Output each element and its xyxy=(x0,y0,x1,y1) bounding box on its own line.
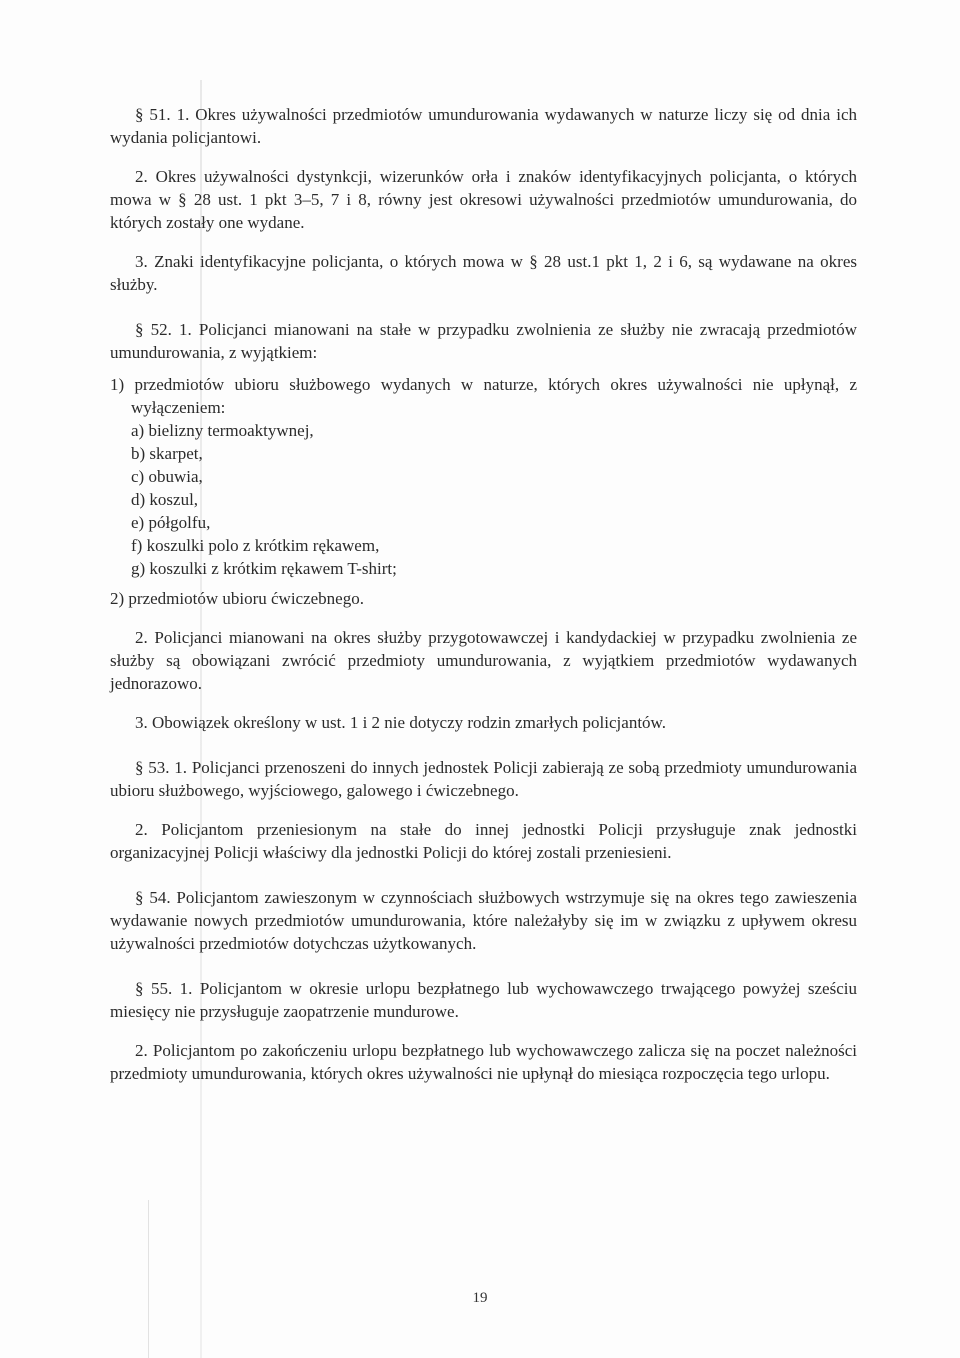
page-number: 19 xyxy=(472,1290,488,1306)
sub-item-f: f) koszulki polo z krótkim rękawem, xyxy=(131,536,380,555)
sub-item-c: c) obuwia, xyxy=(131,467,203,486)
sub-item-e: e) półgolfu, xyxy=(131,513,211,532)
list-item-1: 1) przedmiotów ubioru służbowego wydanych w naturze, których okres używalności nie upłynął, z wyłączeniem: xyxy=(110,375,857,417)
scan-artifact-line xyxy=(148,1200,149,1358)
paragraph-s54-1: § 54. Policjantom zawieszonym w czynnościach służbowych wstrzymuje się na okres tego zawieszenia wydawanie nowych przedmiotów umundurowania, które należałyby się im w związku z upływem okresu używalności przedmiotów dotychczas użytkowanych. xyxy=(110,888,857,953)
sub-item-b: b) skarpet, xyxy=(131,444,203,463)
paragraph-s51-2: 2. Okres używalności dystynkcji, wizerunków orła i znaków identyfikacyjnych policjanta, o których mowa w § 28 ust. 1 pkt 3–5, 7 i 8, równy jest okresowi używalności przedmiotów umundurowania, do których zostały one wydane. xyxy=(110,167,857,232)
paragraph-s51-3: 3. Znaki identyfikacyjne policjanta, o których mowa w § 28 ust.1 pkt 1, 2 i 6, są wydawane na okres służby. xyxy=(110,252,857,294)
sub-item-a: a) bielizny termoaktywnej, xyxy=(131,421,314,440)
paragraph-s55-2: 2. Policjantom po zakończeniu urlopu bezpłatnego lub wychowawczego zalicza się na poczet należności przedmioty umundurowania, których okres używalności nie upłynął do miesiąca rozpoczęcia tego urlopu. xyxy=(110,1041,857,1083)
document-body xyxy=(110,103,857,1085)
paragraph-s52-2: 2. Policjanci mianowani na okres służby przygotowawczej i kandydackiej w przypadku zwolnienia ze służby są obowiązani zwrócić przedmioty umundurowania, z wyjątkiem przedmiotów wydawanych jednorazowo. xyxy=(110,628,857,693)
sub-item-g: g) koszulki z krótkim rękawem T-shirt; xyxy=(131,559,397,578)
paragraph-s53-2: 2. Policjantom przeniesionym na stałe do innej jednostki Policji przysługuje znak jednostki organizacyjnej Policji właściwy dla jednostki Policji do której zostali przeniesieni. xyxy=(110,820,857,862)
paragraph-s51-1: § 51. 1. Okres używalności przedmiotów umundurowania wydawanych w naturze liczy się od dnia ich wydania policjantowi. xyxy=(110,105,857,147)
sub-item-d: d) koszul, xyxy=(131,490,199,509)
paragraph-s55-1: § 55. 1. Policjantom w okresie urlopu bezpłatnego lub wychowawczego trwającego powyżej sześciu miesięcy nie przysługuje zaopatrzenie mundurowe. xyxy=(110,979,857,1021)
paragraph-s52-3: 3. Obowiązek określony w ust. 1 i 2 nie dotyczy rodzin zmarłych policjantów. xyxy=(135,713,666,732)
paragraph-s53-1: § 53. 1. Policjanci przenoszeni do innych jednostek Policji zabierają ze sobą przedmioty umundurowania ubioru służbowego, wyjściowego, galowego i ćwiczebnego. xyxy=(110,758,857,800)
paragraph-s52-1: § 52. 1. Policjanci mianowani na stałe w przypadku zwolnienia ze służby nie zwracają przedmiotów umundurowania, z wyjątkiem: xyxy=(110,320,857,362)
list-item-2: 2) przedmiotów ubioru ćwiczebnego. xyxy=(110,589,364,608)
